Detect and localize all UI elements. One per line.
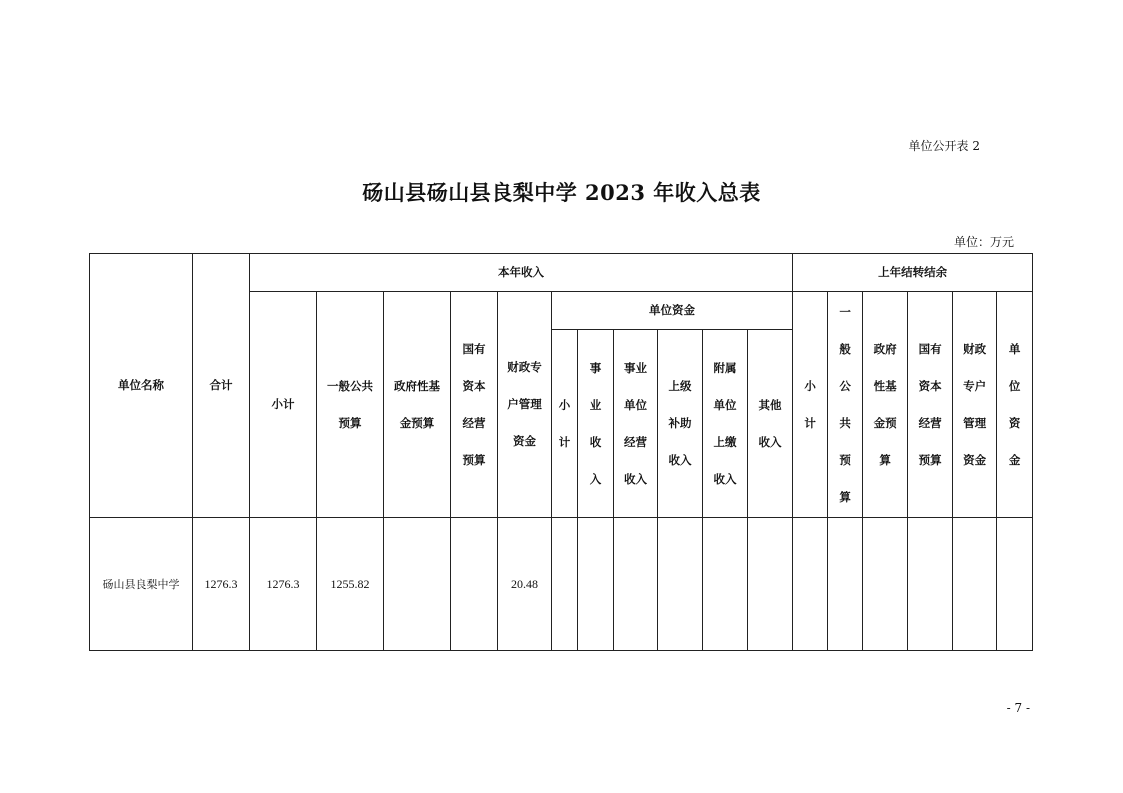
header-carryover-fund: 政府 性基 金预 算 [863,292,908,518]
cell-name: 砀山县良梨中学 [90,518,193,651]
cell-co-special [953,518,997,651]
table-row [90,518,1033,651]
cell-uf-affiliated [703,518,748,651]
page-title: 砀山县砀山县良梨中学 2023 年收入总表 [362,180,761,205]
header-state-capital-budget: 国有 资本 经营 预算 [451,292,498,518]
cell-special: 20.48 [498,518,552,651]
unit-label: 单位：万元 [953,235,1014,249]
cell-co-fund [863,518,908,651]
header-other-income: 其他 收入 [748,330,793,518]
page-number: - 7 - [1006,701,1030,715]
header-unit-funds: 单位资金 [552,292,793,330]
header-carryover-special: 财政 专户 管理 资金 [953,292,997,518]
cell-state [451,518,498,651]
header-carryover-unit-funds: 单 位 资 金 [997,292,1033,518]
header-carryover-general: 一 般 公 共 预 算 [828,292,863,518]
cell-uf-business [578,518,614,651]
header-fund-budget: 政府性基 金预算 [384,292,451,518]
header-prior-year-carryover: 上年结转结余 [793,254,1033,292]
income-summary-table [89,253,1033,651]
cell-total: 1276.3 [193,518,250,651]
cell-uf-subsidy [658,518,703,651]
cell-uf-other [748,518,793,651]
header-subsidy-income: 上级 补助 收入 [658,330,703,518]
cell-fund [384,518,451,651]
header-affiliated-income: 附属 单位 上缴 收入 [703,330,748,518]
cell-uf-subtotal [552,518,578,651]
header-total: 合计 [193,254,250,518]
header-carryover-state: 国有 资本 经营 预算 [908,292,953,518]
header-business-income: 事 业 收 入 [578,330,614,518]
cell-uf-operating [614,518,658,651]
cell-general: 1255.82 [317,518,384,651]
header-special-account-funds: 财政专 户管理 资金 [498,292,552,518]
table-number-label: 单位公开表 2 [908,139,980,153]
header-general-budget: 一般公共 预算 [317,292,384,518]
cell-co-general [828,518,863,651]
header-unit-name: 单位名称 [90,254,193,518]
cell-co-subtotal [793,518,828,651]
header-subtotal: 小计 [250,292,317,518]
header-operating-income: 事业 单位 经营 收入 [614,330,658,518]
cell-co-state [908,518,953,651]
cell-subtotal: 1276.3 [250,518,317,651]
header-unit-funds-subtotal: 小 计 [552,330,578,518]
header-carryover-subtotal: 小 计 [793,292,828,518]
header-current-year-income: 本年收入 [250,254,793,292]
cell-co-unit [997,518,1033,651]
